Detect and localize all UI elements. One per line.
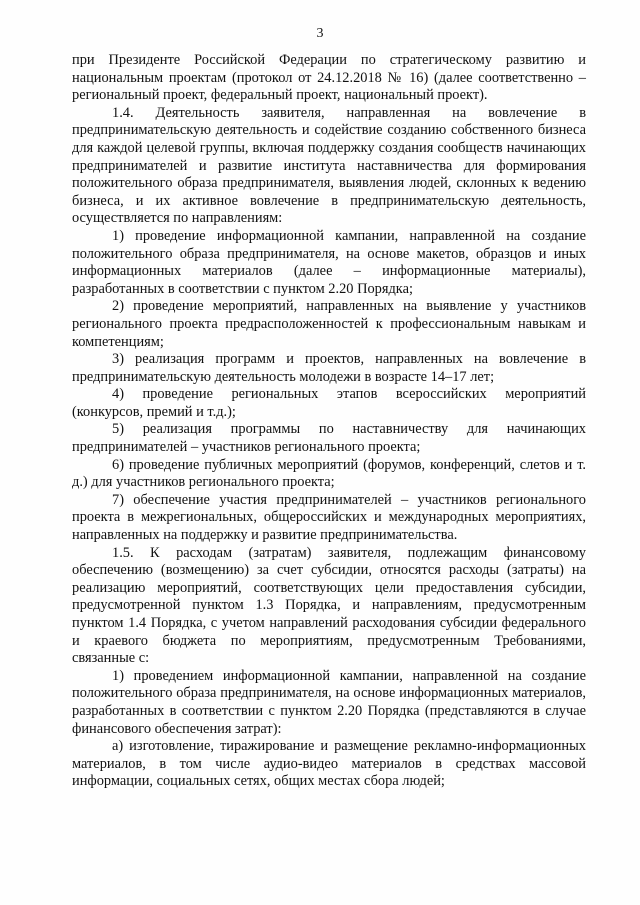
document-body [72,52,586,791]
list-item-1-4-6: 6) проведение публичных мероприятий (форумов, конференций, слетов и т. д.) для участников регионального проекта; [72,456,586,491]
paragraph-protocol-reference: при Президенте Российской Федерации по стратегическому развитию и национальным проектам (протокол от 24.12.2018 № 16) (далее соответственно – региональный проект, федеральный проект, национальный проект). [72,52,586,104]
list-item-1-4-7: 7) обеспечение участия предпринимателей – участников регионального проекта в межрегиональных, общероссийских и международных мероприятиях, направленных на поддержку и развитие предпринимательства. [72,491,586,544]
paragraph-1-5: 1.5. К расходам (затратам) заявителя, подлежащим финансовому обеспечению (возмещению) за счет субсидии, относятся расходы (затраты) на реализацию мероприятий, соответствующих цели предоставления субсидии, предусмотренной пунктом 1.3 Порядка, и направлениям, предусмотренным пунктом 1.4 Порядка, с учетом направлений расходования субсидии федерального и краевого бюджета по мероприятиям, предусмотренным Требованиями, связанные с: [72,544,586,667]
list-item-1-5-1-a: а) изготовление, тиражирование и размещение рекламно-информационных материалов, в том числе аудио-видео материалов в средствах массовой информации, социальных сетях, общих местах сбора людей; [72,738,586,790]
list-item-1-4-2: 2) проведение мероприятий, направленных на выявление у участников регионального проекта предрасположенностей к профессиональным навыкам и компетенциям; [72,298,586,350]
list-item-1-5-1: 1) проведением информационной кампании, направленной на создание положительного образа предпринимателя, на основе информационных материалов, разработанных в соответствии с пунктом 2.20 Порядка (представляются в случае финансового обеспечения затрат): [72,667,586,737]
paragraph-1-4: 1.4. Деятельность заявителя, направленная на вовлечение в предпринимательскую деятельность и содействие созданию собственного бизнеса для каждой целевой группы, включая поддержку создания сообществ начинающих предпринимателей и развитие института наставничества для формирования положительного образа предпринимателя, выявления людей, склонных к ведению бизнеса, и их активное вовлечение в предпринимательскую деятельность, осуществляется по направлениям: [72,104,586,227]
list-item-1-4-4: 4) проведение региональных этапов всероссийских мероприятий (конкурсов, премий и т.д.); [72,386,586,420]
list-item-1-4-5: 5) реализация программы по наставничеству для начинающих предпринимателей – участников регионального проекта; [72,421,586,456]
list-item-1-4-1: 1) проведение информационной кампании, направленной на создание положительного образа предпринимателя, на основе макетов, образцов и иных информационных материалов (далее – информационные материалы), разработанных в соответствии с пунктом 2.20 Порядка; [72,227,586,297]
list-item-1-4-3: 3) реализация программ и проектов, направленных на вовлечение в предпринимательскую деятельность молодежи в возрасте 14–17 лет; [72,351,586,385]
page-number: 3 [316,26,324,41]
